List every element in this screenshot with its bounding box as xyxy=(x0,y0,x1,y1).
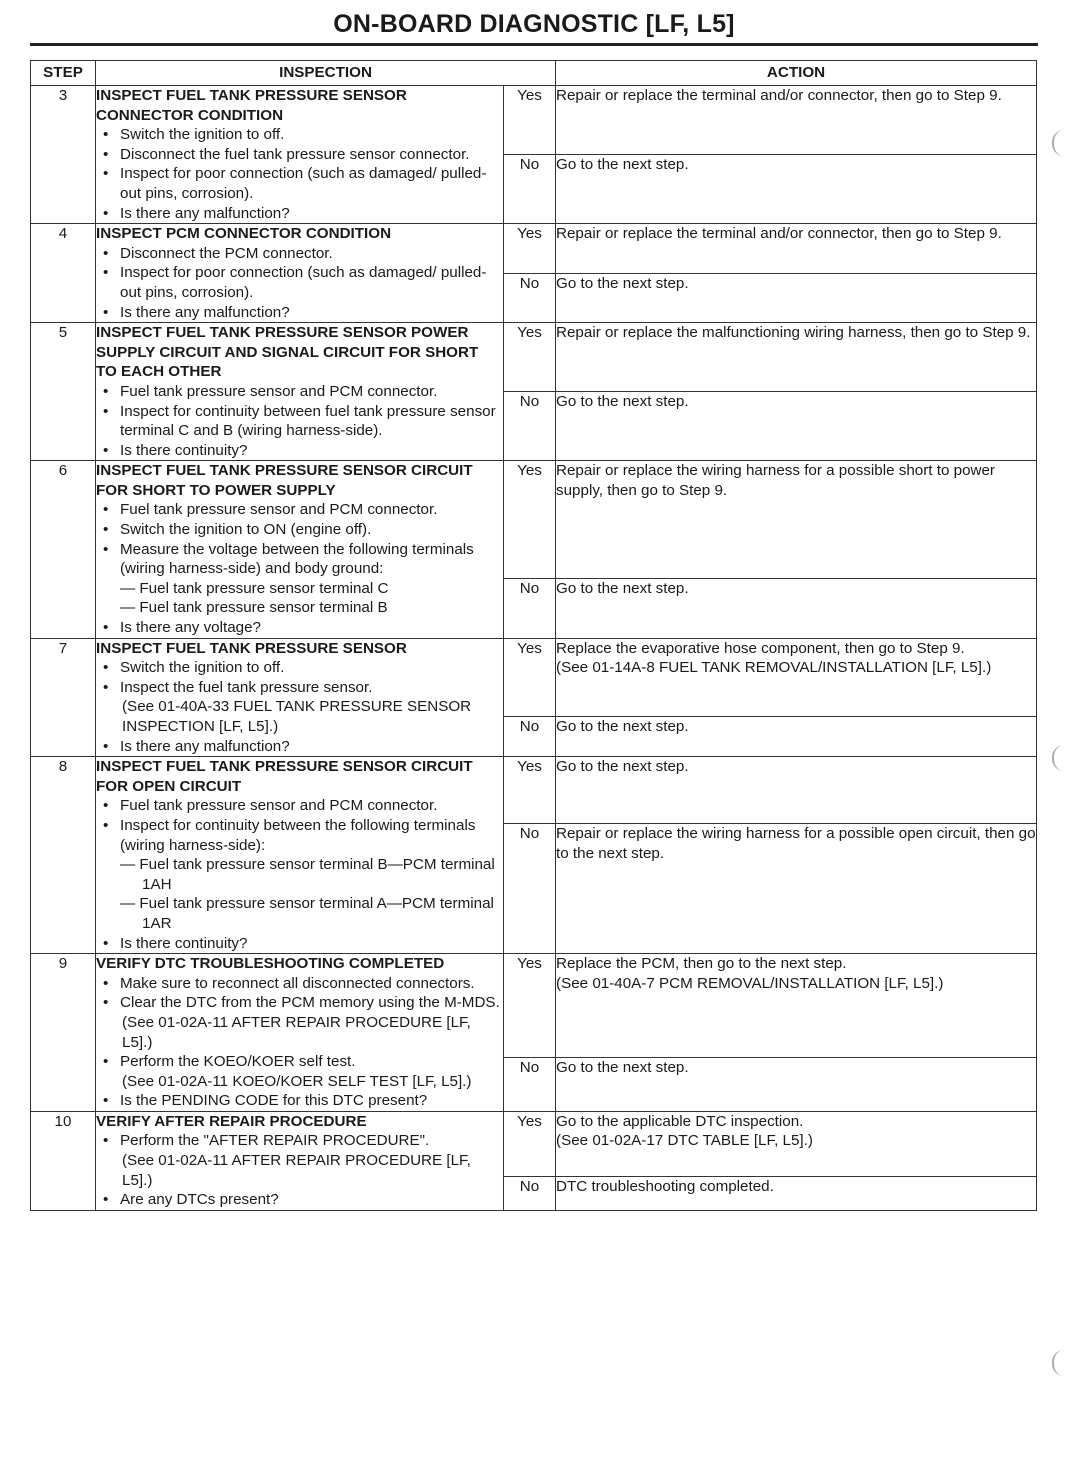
inspection-title: INSPECT FUEL TANK PRESSURE SENSOR CIRCUIT FOR OPEN CIRCUIT xyxy=(96,758,473,795)
bullet-text: Inspect for poor connection (such as damaged/ pulled-out pins, corrosion). xyxy=(120,264,487,301)
yes-action-text: Replace the PCM, then go to the next step. xyxy=(556,955,847,973)
inspection-bullet xyxy=(96,974,503,994)
inspection-bullet xyxy=(96,145,503,165)
table-row xyxy=(31,638,1037,716)
bullet-text: Is there continuity? xyxy=(120,441,248,459)
inspection-column-header: INSPECTION xyxy=(96,61,556,86)
inspection-bullet xyxy=(96,500,503,520)
inspection-bullet xyxy=(96,1131,503,1190)
inspection-bullet xyxy=(96,204,503,224)
table-row xyxy=(31,461,1037,578)
inspection-bullet xyxy=(96,382,503,402)
yes-action-reference: (See 01-14A-8 FUEL TANK REMOVAL/INSTALLATION [LF, L5].) xyxy=(556,659,992,677)
bullet-text: Perform the "AFTER REPAIR PROCEDURE". xyxy=(120,1132,430,1150)
yes-action-text: Repair or replace the wiring harness for a possible short to power supply, then go to Step 9. xyxy=(556,462,995,499)
no-label: No xyxy=(504,392,556,461)
no-label: No xyxy=(504,1177,556,1211)
bullet-text: Is there continuity? xyxy=(120,934,248,952)
table-row xyxy=(31,757,1037,824)
table-row xyxy=(31,323,1037,392)
no-action-text: Go to the next step. xyxy=(556,274,689,292)
yes-action-reference: (See 01-40A-7 PCM REMOVAL/INSTALLATION [LF, L5].) xyxy=(556,974,944,992)
no-action-text: Go to the next step. xyxy=(556,718,689,736)
yes-action xyxy=(556,757,1037,824)
inspection-cell xyxy=(96,1111,504,1210)
step-column-header: STEP xyxy=(31,61,96,86)
bullet-text: Is the PENDING CODE for this DTC present? xyxy=(120,1092,428,1110)
no-label: No xyxy=(504,1058,556,1111)
inspection-bullet xyxy=(96,125,503,145)
no-action-text: Go to the next step. xyxy=(556,1059,689,1077)
inspection-title: VERIFY DTC TROUBLESHOOTING COMPLETED xyxy=(96,955,445,973)
no-action-text: Go to the next step. xyxy=(556,156,689,174)
inspection-bullets xyxy=(96,382,503,460)
dash-item xyxy=(120,598,503,618)
yes-action xyxy=(556,638,1037,716)
table-row xyxy=(31,224,1037,273)
diagnostic-table xyxy=(30,60,1037,1211)
yes-action xyxy=(556,954,1037,1058)
bullet-text: Disconnect the fuel tank pressure sensor connector. xyxy=(120,145,470,163)
inspection-bullets xyxy=(96,500,503,637)
bullet-text: Is there any malfunction? xyxy=(120,204,290,222)
binding-hole-mark xyxy=(1052,1350,1066,1376)
inspection-bullets xyxy=(96,1131,503,1209)
no-label: No xyxy=(504,155,556,224)
yes-action-text: Go to the applicable DTC inspection. xyxy=(556,1112,804,1130)
bullet-text: Make sure to reconnect all disconnected connectors. xyxy=(120,974,475,992)
dash-item xyxy=(120,579,503,599)
table-header-row xyxy=(31,61,1037,86)
inspection-cell xyxy=(96,757,504,954)
table-row xyxy=(31,954,1037,1058)
yes-action xyxy=(556,461,1037,578)
inspection-cell xyxy=(96,954,504,1112)
bullet-text: Is there any malfunction? xyxy=(120,737,290,755)
yes-label: Yes xyxy=(504,638,556,716)
dash-item-text: — Fuel tank pressure sensor terminal B xyxy=(120,599,388,617)
no-label: No xyxy=(504,578,556,638)
dash-item xyxy=(120,894,503,933)
binding-hole-mark xyxy=(1052,130,1066,156)
inspection-cell xyxy=(96,323,504,461)
inspection-bullet xyxy=(96,1091,503,1111)
inspection-title: INSPECT FUEL TANK PRESSURE SENSOR CIRCUIT FOR SHORT TO POWER SUPPLY xyxy=(96,462,473,499)
yes-action-text: Repair or replace the malfunctioning wiring harness, then go to Step 9. xyxy=(556,324,1031,342)
bullet-text: Switch the ignition to ON (engine off). xyxy=(120,521,372,539)
bullet-text: Fuel tank pressure sensor and PCM connector. xyxy=(120,501,438,519)
bullet-text: Is there any voltage? xyxy=(120,619,261,637)
inspection-bullet xyxy=(96,1190,503,1210)
inspection-cell xyxy=(96,461,504,638)
no-action xyxy=(556,1177,1037,1211)
yes-action-reference: (See 01-02A-17 DTC TABLE [LF, L5].) xyxy=(556,1132,813,1150)
bullet-text: Fuel tank pressure sensor and PCM connector. xyxy=(120,382,438,400)
step-number: 8 xyxy=(31,757,96,954)
inspection-bullet xyxy=(96,678,503,737)
no-action-text: DTC troubleshooting completed. xyxy=(556,1178,774,1196)
inspection-bullets xyxy=(96,796,503,953)
no-label: No xyxy=(504,717,556,757)
bullet-text: Inspect for continuity between fuel tank pressure sensor terminal C and B (wiring harness-side). xyxy=(120,402,496,440)
bullet-text: Are any DTCs present? xyxy=(120,1191,279,1209)
no-label: No xyxy=(504,273,556,322)
bullet-text: Disconnect the PCM connector. xyxy=(120,244,333,262)
reference-note: (See 01-02A-11 AFTER REPAIR PROCEDURE [LF, L5].) xyxy=(122,1013,471,1051)
table-row xyxy=(31,86,1037,155)
bullet-text: Switch the ignition to off. xyxy=(120,659,285,677)
page-title: ON-BOARD DIAGNOSTIC [LF, L5] xyxy=(333,10,735,38)
step-number: 7 xyxy=(31,638,96,757)
inspection-bullet xyxy=(96,993,503,1052)
step-number: 3 xyxy=(31,86,96,224)
title-rule xyxy=(30,43,1038,46)
inspection-bullets xyxy=(96,244,503,322)
bullet-text: Measure the voltage between the following terminals (wiring harness-side) and body ground: xyxy=(120,540,474,578)
step-number: 5 xyxy=(31,323,96,461)
yes-label: Yes xyxy=(504,1111,556,1176)
yes-action xyxy=(556,1111,1037,1176)
table-row xyxy=(31,1111,1037,1176)
bullet-text: Clear the DTC from the PCM memory using the M-MDS. xyxy=(120,994,500,1012)
yes-action-text: Go to the next step. xyxy=(556,758,689,776)
bullet-text: Perform the KOEO/KOER self test. xyxy=(120,1053,356,1071)
inspection-title: VERIFY AFTER REPAIR PROCEDURE xyxy=(96,1112,367,1130)
yes-action xyxy=(556,323,1037,392)
reference-note: (See 01-02A-11 KOEO/KOER SELF TEST [LF, L5].) xyxy=(122,1072,472,1090)
bullet-text: Fuel tank pressure sensor and PCM connector. xyxy=(120,797,438,815)
yes-action xyxy=(556,86,1037,155)
inspection-bullet xyxy=(96,934,503,954)
step-number: 9 xyxy=(31,954,96,1112)
diagnostic-table-body xyxy=(31,86,1037,1211)
inspection-bullet xyxy=(96,1052,503,1091)
action-column-header: ACTION xyxy=(556,61,1037,86)
yes-label: Yes xyxy=(504,757,556,824)
inspection-cell xyxy=(96,224,504,323)
inspection-title: INSPECT FUEL TANK PRESSURE SENSOR POWER SUPPLY CIRCUIT AND SIGNAL CIRCUIT FOR SHORT TO EACH OTHER xyxy=(96,324,479,381)
inspection-bullet xyxy=(96,658,503,678)
inspection-bullets xyxy=(96,974,503,1111)
inspection-bullet xyxy=(96,540,503,618)
no-action xyxy=(556,155,1037,224)
bullet-text: Inspect for continuity between the following terminals (wiring harness-side): xyxy=(120,816,476,854)
inspection-bullet xyxy=(96,441,503,461)
no-action xyxy=(556,1058,1037,1111)
no-action xyxy=(556,392,1037,461)
inspection-title: INSPECT FUEL TANK PRESSURE SENSOR xyxy=(96,639,407,657)
no-label: No xyxy=(504,823,556,953)
inspection-bullet xyxy=(96,737,503,757)
yes-action-text: Repair or replace the terminal and/or connector, then go to Step 9. xyxy=(556,87,1002,104)
inspection-bullets xyxy=(96,658,503,756)
bullet-text: Inspect the fuel tank pressure sensor. xyxy=(120,678,373,696)
yes-label: Yes xyxy=(504,323,556,392)
inspection-bullet xyxy=(96,796,503,816)
bullet-text: Switch the ignition to off. xyxy=(120,126,285,144)
dash-item-text: — Fuel tank pressure sensor terminal B—PCM terminal 1AH xyxy=(120,856,495,893)
step-number: 10 xyxy=(31,1111,96,1210)
reference-note: (See 01-02A-11 AFTER REPAIR PROCEDURE [LF, L5].) xyxy=(122,1152,471,1189)
no-action xyxy=(556,823,1037,953)
binding-hole-mark xyxy=(1052,745,1066,771)
inspection-cell xyxy=(96,86,504,224)
bullet-text: Is there any malfunction? xyxy=(120,303,290,321)
inspection-bullet xyxy=(96,520,503,540)
yes-label: Yes xyxy=(504,86,556,155)
yes-action-text: Replace the evaporative hose component, then go to Step 9. xyxy=(556,639,965,657)
dash-item xyxy=(120,855,503,894)
no-action-text: Repair or replace the wiring harness for a possible open circuit, then go to the next step. xyxy=(556,824,1036,862)
inspection-bullet xyxy=(96,303,503,323)
yes-action-text: Repair or replace the terminal and/or connector, then go to Step 9. xyxy=(556,225,1002,243)
dash-item-text: — Fuel tank pressure sensor terminal A—PCM terminal 1AR xyxy=(120,895,494,932)
yes-label: Yes xyxy=(504,954,556,1058)
no-action xyxy=(556,717,1037,757)
inspection-cell xyxy=(96,638,504,757)
inspection-title: INSPECT FUEL TANK PRESSURE SENSOR CONNECTOR CONDITION xyxy=(96,87,407,124)
inspection-bullet xyxy=(96,244,503,264)
inspection-bullet xyxy=(96,816,503,934)
reference-note: (See 01-40A-33 FUEL TANK PRESSURE SENSOR INSPECTION [LF, L5].) xyxy=(122,698,472,735)
inspection-bullet xyxy=(96,164,503,203)
step-number: 6 xyxy=(31,461,96,638)
yes-action xyxy=(556,224,1037,273)
no-action xyxy=(556,273,1037,322)
inspection-title: INSPECT PCM CONNECTOR CONDITION xyxy=(96,225,392,243)
inspection-bullet xyxy=(96,263,503,302)
dash-item-text: — Fuel tank pressure sensor terminal C xyxy=(120,579,389,597)
yes-label: Yes xyxy=(504,461,556,578)
no-action-text: Go to the next step. xyxy=(556,579,689,597)
inspection-bullets xyxy=(96,125,503,223)
no-action xyxy=(556,578,1037,638)
step-number: 4 xyxy=(31,224,96,323)
no-action-text: Go to the next step. xyxy=(556,393,689,411)
yes-label: Yes xyxy=(504,224,556,273)
inspection-bullet xyxy=(96,618,503,638)
inspection-bullet xyxy=(96,402,503,441)
bullet-text: Inspect for poor connection (such as damaged/ pulled-out pins, corrosion). xyxy=(120,165,487,202)
